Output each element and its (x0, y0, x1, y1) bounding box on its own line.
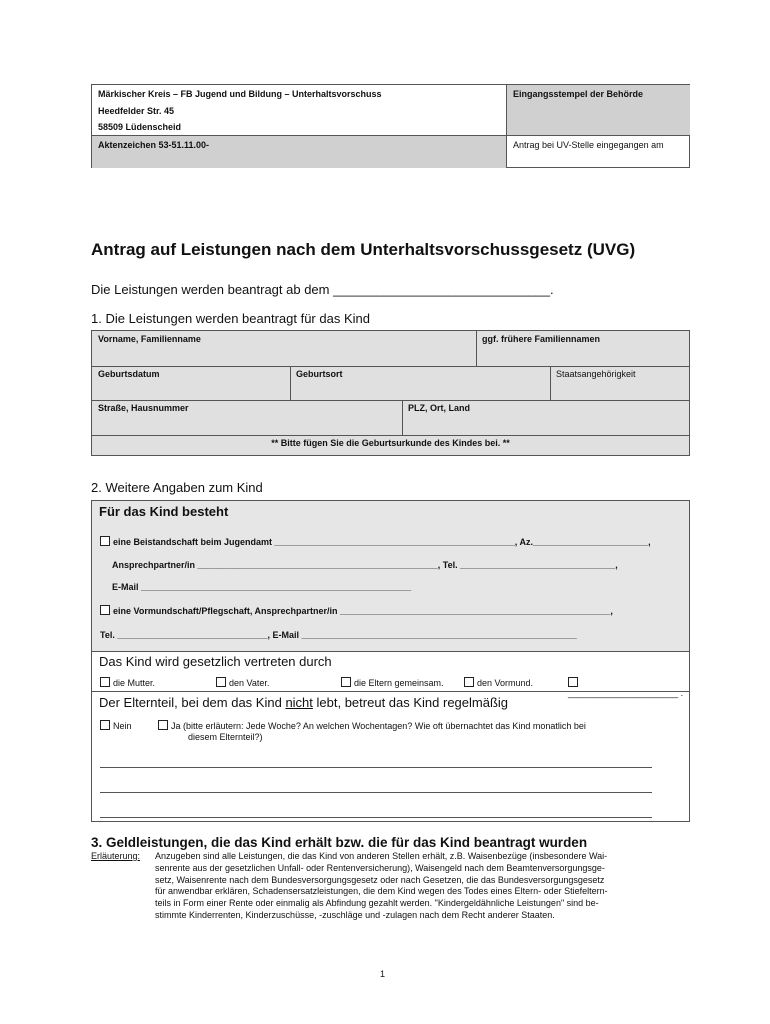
birthdate-field[interactable]: Geburtsdatum (98, 369, 160, 379)
parent-care-question (99, 695, 508, 710)
authority-line2: Heedfelder Str. 45 (98, 106, 175, 116)
checkbox-icon[interactable] (100, 536, 110, 546)
opt-mother-label: die Mutter. (113, 678, 156, 688)
opt-guardian-label: den Vormund. (477, 678, 534, 688)
question-part1: Der Elternteil, bei dem das Kind (99, 695, 286, 710)
answer-no[interactable] (100, 720, 132, 731)
explanation-line: teils in Form einer Rente oder einmalig als Abfindung gezahlt werden. "Kindergeldähnliche Leistungen" sind be- (155, 898, 599, 909)
explanation-line: stimmte Kinderrenten, Kinderzuschüsse, -zuschläge und -zulagen nach dem Recht anderer Staaten. (155, 909, 555, 920)
beistandschaft-option[interactable] (100, 536, 651, 547)
opt-other-label: ______________________ . (568, 688, 684, 698)
opt-parents[interactable] (341, 677, 444, 688)
checkbox-icon[interactable] (100, 720, 110, 730)
stamp-cell (507, 85, 690, 135)
answer-yes[interactable] (158, 720, 586, 731)
checkbox-icon[interactable] (341, 677, 351, 687)
checkbox-icon[interactable] (216, 677, 226, 687)
birthplace-field[interactable]: Geburtsort (296, 369, 343, 379)
authority-line3: 58509 Lüdenscheid (98, 122, 182, 132)
vormundschaft-text: eine Vormundschaft/Pflegschaft, Ansprechpartner/in ______________________________________________________, (113, 606, 613, 616)
answer-no-label: Nein (113, 721, 132, 731)
checkbox-icon[interactable] (100, 677, 110, 687)
section3-heading: 3. Geldleistungen, die das Kind erhält bzw. die für das Kind beantragt wurden (91, 835, 588, 850)
section1-heading: 1. Die Leistungen werden beantragt für das Kind (91, 311, 370, 326)
question-part2: lebt, betreut das Kind regelmäßig (312, 695, 509, 710)
answer-line-2[interactable] (100, 792, 652, 793)
explanation-line: für anwendbar erklären, Schadensersatzleistungen, die dem Kind wegen des Todes eines Eltern- oder Stiefeltern- (155, 886, 608, 897)
explanation-label: Erläuterung: (91, 851, 141, 861)
child-data-table (91, 330, 690, 456)
row-birth (92, 366, 689, 401)
vormundschaft-option[interactable] (100, 605, 613, 616)
further-info-box (91, 500, 690, 822)
custody-title: Für das Kind besteht (99, 504, 229, 519)
start-date-line[interactable]: Die Leistungen werden beantragt ab dem ______________________________. (91, 282, 554, 297)
name-field[interactable]: Vorname, Familienname (98, 334, 201, 344)
header-table (91, 84, 690, 168)
legal-rep-title: Das Kind wird gesetzlich vertreten durch (99, 654, 332, 669)
row-address (92, 400, 689, 436)
explanation-text (155, 851, 608, 922)
row-name (92, 331, 689, 367)
former-names-field[interactable]: ggf. frühere Familiennamen (482, 334, 601, 344)
explanation-line: setz, Waisenrente nach dem Bundesversorgungsgesetz oder nach Gesetzen, die das Bundesversorgungsgesetz (155, 874, 605, 885)
opt-father[interactable] (216, 677, 269, 688)
ansprechpartner-line[interactable]: Ansprechpartner/in ________________________________________________, Tel. _______________________________, (112, 560, 618, 570)
file-number-cell (92, 135, 506, 168)
email-line[interactable]: E-Mail ______________________________________________________ (112, 582, 412, 592)
answer-line-1[interactable] (100, 767, 652, 768)
answer-yes-label: Ja (bitte erläutern: Jede Woche? An welchen Wochentagen? Wie oft übernachtet das Kind monatlich bei (171, 721, 586, 731)
page-title: Antrag auf Leistungen nach dem Unterhaltsvorschussgesetz (UVG) (91, 240, 636, 259)
explanation-line: senrente aus der gesetzlichen Unfall- oder Rentenversicherung), Waisengeld nach dem Beamtenversorgungsge- (155, 862, 605, 873)
stamp-label: Eingangsstempel der Behörde (513, 89, 644, 99)
file-number: Aktenzeichen 53-51.11.00- (98, 140, 210, 150)
beistandschaft-text: eine Beistandschaft beim Jugendamt ________________________________________________, Az._______________________, (113, 537, 651, 547)
page-number: 1 (380, 969, 386, 979)
section2-heading: 2. Weitere Angaben zum Kind (91, 480, 263, 495)
explanation-line: Anzugeben sind alle Leistungen, die das Kind von anderen Stellen erhält, z.B. Waisenbezüge (insbesondere Wai- (155, 851, 608, 861)
checkbox-icon[interactable] (158, 720, 168, 730)
street-field[interactable]: Straße, Hausnummer (98, 403, 189, 413)
checkbox-icon[interactable] (100, 605, 110, 615)
received-cell (507, 135, 690, 168)
received-label: Antrag bei UV-Stelle eingegangen am (513, 140, 664, 150)
opt-other[interactable] (568, 677, 689, 698)
opt-guardian[interactable] (464, 677, 533, 688)
opt-parents-label: die Eltern gemeinsam. (354, 678, 444, 688)
checkbox-icon[interactable] (568, 677, 578, 687)
birth-certificate-note: ** Bitte fügen Sie die Geburtsurkunde des Kindes bei. ** (271, 438, 510, 448)
custody-panel (92, 501, 689, 652)
tel-email-line[interactable]: Tel. ______________________________, E-Mail _______________________________________________________ (100, 630, 577, 640)
city-field[interactable]: PLZ, Ort, Land (408, 403, 470, 413)
opt-father-label: den Vater. (229, 678, 270, 688)
answer-line-3[interactable] (100, 817, 652, 818)
question-emphasis: nicht (285, 695, 313, 710)
authority-line1: Märkischer Kreis – FB Jugend und Bildung – Unterhaltsvorschuss (98, 89, 382, 99)
checkbox-icon[interactable] (464, 677, 474, 687)
nationality-field[interactable]: Staatsangehörigkeit (556, 369, 636, 379)
opt-mother[interactable] (100, 677, 155, 688)
answer-yes-cont: diesem Elternteil?) (188, 732, 263, 742)
authority-address (92, 85, 506, 135)
